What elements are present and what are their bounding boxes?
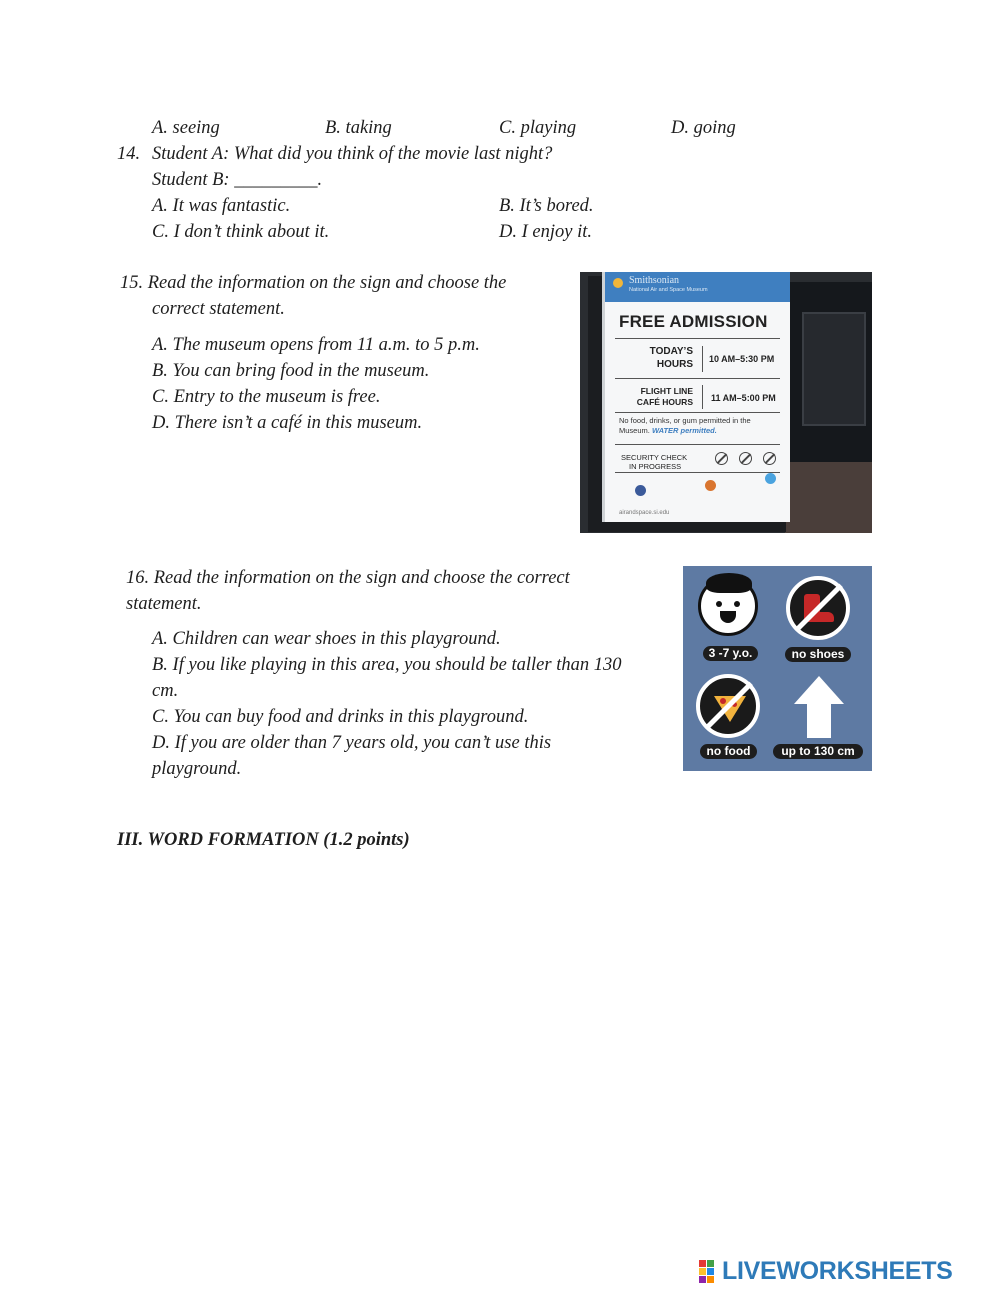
sign-divider — [615, 444, 780, 445]
twitter-icon — [765, 473, 776, 484]
sign-divider — [615, 472, 780, 473]
sign-cafe-hours: 11 AM–5:00 PM — [711, 393, 776, 403]
sign-divider — [615, 378, 780, 379]
sign-divider — [615, 338, 780, 339]
sign-row2-label-2: CAFÉ HOURS — [636, 397, 693, 407]
instagram-icon — [705, 480, 716, 491]
no-food-label: no food — [700, 744, 757, 759]
sign-today-hours: 10 AM–5:30 PM — [709, 354, 775, 364]
floor — [785, 462, 872, 533]
museum-sign — [602, 272, 790, 522]
sign-divider — [615, 412, 780, 413]
no-food-icon — [715, 452, 728, 465]
no-weapons-icon — [763, 452, 776, 465]
age-label: 3 -7 y.o. — [703, 646, 758, 661]
q13-option-c[interactable]: C. playing — [499, 118, 577, 138]
q15-option-a[interactable]: A. The museum opens from 11 a.m. to 5 p.m. — [152, 335, 480, 355]
q16-option-b[interactable]: B. If you like playing in this area, you should be taller than 130 — [152, 655, 622, 675]
q15-prompt-line1: 15. Read the information on the sign and choose the — [120, 273, 507, 293]
logo-square-icon — [699, 1268, 706, 1275]
sign-org: Smithsonian — [629, 275, 680, 286]
child-face-icon — [698, 576, 758, 636]
sign-row1-label-2: HOURS — [656, 359, 693, 370]
q16-option-c[interactable]: C. You can buy food and drinks in this playground. — [152, 707, 529, 727]
q13-option-b[interactable]: B. taking — [325, 118, 392, 138]
q16-option-d-cont[interactable]: playground. — [152, 759, 242, 779]
q15-option-d[interactable]: D. There isn’t a café in this museum. — [152, 413, 423, 433]
sign-headline: FREE ADMISSION — [619, 312, 768, 331]
sign-food-note-text: No food, drinks, or gum permitted in the Museum. — [619, 416, 751, 435]
q14-line-student-b: Student B: _________. — [152, 170, 323, 190]
q16-option-b-cont[interactable]: cm. — [152, 681, 179, 701]
sign-header-band — [605, 272, 790, 302]
q14-option-c[interactable]: C. I don’t think about it. — [152, 222, 330, 242]
logo-square-icon — [707, 1260, 714, 1267]
sign-org-sub: National Air and Space Museum — [629, 287, 708, 293]
height-label: up to 130 cm — [773, 744, 863, 759]
museum-sign-photo — [580, 272, 872, 533]
q14-number: 14. — [117, 144, 141, 164]
q15-option-c[interactable]: C. Entry to the museum is free. — [152, 387, 381, 407]
q14-line-student-a: Student A: What did you think of the movie last night? — [152, 144, 553, 164]
q16-option-d[interactable]: D. If you are older than 7 years old, you can’t use this — [152, 733, 552, 753]
sign-row1-label-1: TODAY’S — [649, 346, 693, 357]
logo-square-icon — [699, 1260, 706, 1267]
q15-prompt-line2: correct statement. — [152, 299, 285, 319]
q15-option-b[interactable]: B. You can bring food in the museum. — [152, 361, 430, 381]
sun-logo-icon — [613, 278, 623, 288]
q14-option-d[interactable]: D. I enjoy it. — [499, 222, 592, 242]
sign-security-2: IN PROGRESS — [629, 462, 682, 471]
sign-vertical-divider — [702, 385, 703, 409]
height-arrow-icon — [794, 676, 844, 738]
no-food-icon — [696, 674, 760, 738]
q16-prompt-line2: statement. — [126, 594, 202, 614]
door-panel — [802, 312, 866, 426]
no-shoes-label: no shoes — [785, 647, 851, 662]
section-heading: III. WORD FORMATION (1.2 points) — [117, 830, 410, 850]
q14-option-b[interactable]: B. It’s bored. — [499, 196, 594, 216]
q13-option-d[interactable]: D. going — [671, 118, 736, 138]
sign-vertical-divider — [702, 346, 703, 372]
logo-square-icon — [707, 1268, 714, 1275]
sign-security-1: SECURITY CHECK — [621, 453, 688, 462]
sign-food-note — [619, 416, 779, 436]
facebook-icon — [635, 485, 646, 496]
no-shoes-icon — [786, 576, 850, 640]
sign-water-note: WATER permitted. — [651, 426, 717, 435]
q13-option-a[interactable]: A. seeing — [152, 118, 220, 138]
logo-square-icon — [699, 1276, 706, 1283]
q14-option-a[interactable]: A. It was fantastic. — [152, 196, 291, 216]
logo-square-icon — [707, 1276, 714, 1283]
sign-row2-label-1: FLIGHT LINE — [640, 386, 693, 396]
logo-text: LIVEWORKSHEETS — [722, 1257, 953, 1285]
no-drinks-icon — [739, 452, 752, 465]
playground-sign — [683, 566, 872, 771]
sign-footer: airandspace.si.edu — [619, 510, 670, 516]
q16-prompt-line1: 16. Read the information on the sign and choose the correct — [126, 568, 570, 588]
q16-option-a[interactable]: A. Children can wear shoes in this playground. — [152, 629, 501, 649]
